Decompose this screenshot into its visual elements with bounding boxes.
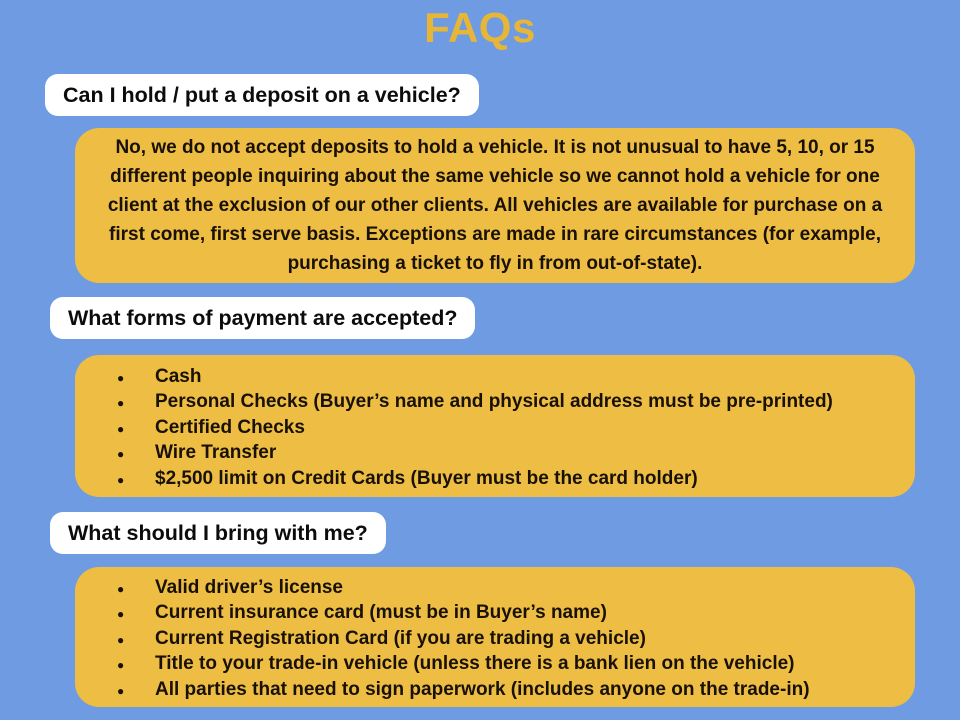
faq-question-bring: [50, 512, 386, 554]
bullet-icon: ●: [117, 607, 125, 622]
answer-paragraph: No, we do not accept deposits to hold a vehicle. It is not unusual to have 5, 10, or 15 different people inquiring about the same vehicle so we cannot hold a vehicle for one client at the exclusion of our other clients. All vehicles are available for purchase on a first come, first serve basis. Exceptions are made in rare circumstances (for example, purchasing a ticket to fly in from out-of-state).: [107, 137, 883, 274]
bring-items-list: [99, 576, 891, 703]
bullet-icon: ●: [117, 582, 125, 596]
list-item-label: Valid driver’s license: [155, 577, 343, 598]
bullet-icon: ●: [117, 396, 125, 411]
faq-question-payment: [50, 297, 475, 339]
list-item: [99, 678, 891, 703]
list-item: [99, 365, 891, 390]
faq-answer-deposit: [75, 128, 915, 283]
page-title: FAQs: [424, 4, 536, 51]
bullet-icon: ●: [117, 683, 125, 698]
list-item-label: All parties that need to sign paperwork (includes anyone on the trade-in): [155, 678, 810, 700]
bullet-icon: ●: [117, 371, 125, 385]
bullet-icon: ●: [117, 447, 125, 462]
list-item: [99, 441, 891, 466]
list-item-label: Current Registration Card (if you are trading a vehicle): [155, 627, 646, 649]
faq-answer-payment: [75, 355, 915, 497]
list-item: [99, 601, 891, 626]
payment-methods-list: [99, 365, 891, 492]
faq-question-label: Can I hold / put a deposit on a vehicle?: [63, 82, 461, 107]
faq-answer-bring: [75, 567, 915, 707]
list-item: [99, 390, 891, 415]
list-item: [99, 627, 891, 652]
bullet-icon: ●: [117, 421, 125, 436]
list-item-label: Wire Transfer: [155, 442, 277, 464]
list-item: [99, 652, 891, 677]
list-item-label: $2,500 limit on Credit Cards (Buyer must be the card holder): [155, 467, 698, 489]
list-item-label: Title to your trade-in vehicle (unless there is a bank lien on the vehicle): [155, 653, 795, 675]
list-item-label: Personal Checks (Buyer’s name and physical address must be pre-printed): [155, 391, 833, 413]
faq-question-deposit: [45, 74, 479, 116]
faq-question-label: What forms of payment are accepted?: [68, 305, 458, 330]
list-item: [99, 576, 891, 601]
list-item: [99, 467, 891, 492]
list-item-label: Certified Checks: [155, 416, 305, 438]
faq-question-label: What should I bring with me?: [68, 520, 368, 545]
list-item-label: Cash: [155, 366, 202, 387]
list-item: [99, 416, 891, 441]
bullet-icon: ●: [117, 632, 125, 647]
list-item-label: Current insurance card (must be in Buyer’s name): [155, 602, 607, 624]
bullet-icon: ●: [117, 658, 125, 673]
bullet-icon: ●: [117, 472, 125, 487]
